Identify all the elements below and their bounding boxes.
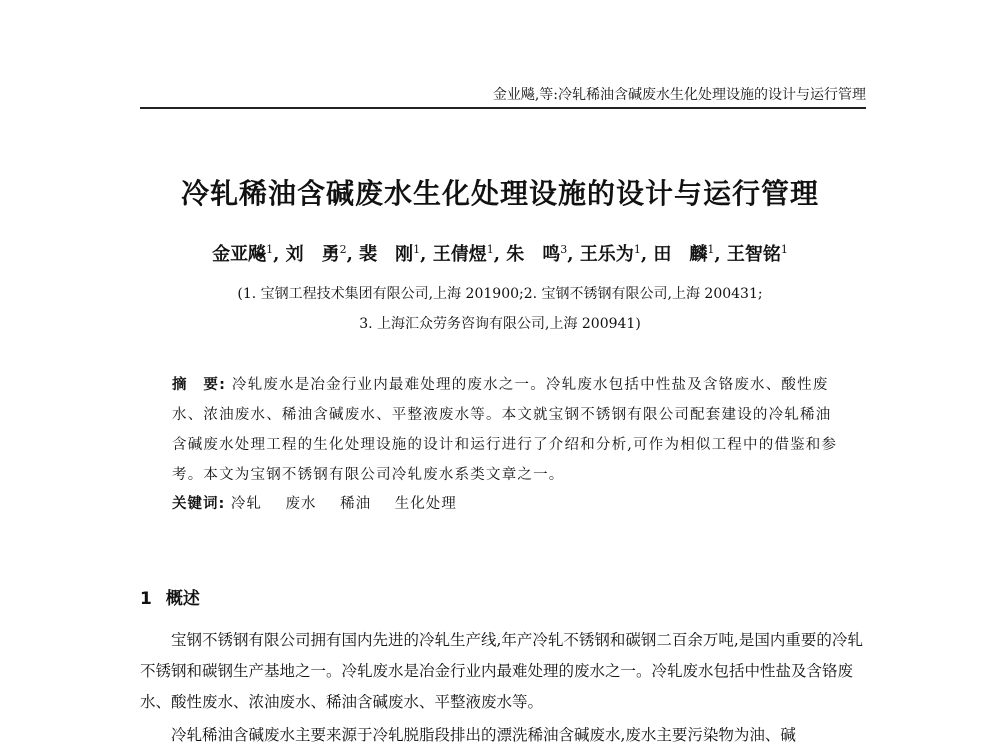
- author-name: 王倩煜: [432, 244, 487, 265]
- keyword: 冷轧: [230, 496, 262, 512]
- author-affil-mark: 3: [560, 243, 568, 256]
- author-affil-mark: 1: [413, 243, 421, 256]
- abstract-text: 冷轧废水是冶金行业内最难处理的废水之一。冷轧废水包括中性盐及含铬废水、酸性废水、浓油废水、稀油含碱废水、平整液废水等。本文就宝钢不锈钢有限公司配套建设的冷轧稀油含碱废水处理工程的生化处理设施的设计和运行进行了介绍和分析,可作为相似工程中的借鉴和参考。本文为宝钢不锈钢有限公司冷轧废水系类文章之一。: [172, 377, 838, 483]
- keyword: 稀油: [340, 496, 372, 512]
- keywords: [172, 492, 842, 513]
- affiliation-line-2: 3. 上海汇众劳务咨询有限公司,上海 200941): [359, 316, 641, 332]
- header-rule: [140, 107, 866, 109]
- author-name: 朱 鸣: [506, 244, 561, 265]
- author-name: 金亚飚: [212, 244, 267, 265]
- keywords-label: 关键词:: [172, 496, 226, 512]
- section-heading: [140, 584, 200, 609]
- author-affil-mark: 1: [266, 243, 274, 256]
- author-name: 王智铭: [726, 244, 781, 265]
- section-number: 1: [140, 589, 152, 609]
- author-name: 刘 勇: [285, 244, 340, 265]
- keyword: 生化处理: [394, 496, 457, 512]
- author-affil-mark: 1: [486, 243, 494, 256]
- author-affil-mark: 2: [339, 243, 347, 256]
- paper-title: 冷轧稀油含碱废水生化处理设施的设计与运行管理: [180, 177, 819, 210]
- author-affil-mark: 1: [707, 243, 715, 256]
- author-list: 金亚飚$^1$, 刘 勇$^2$, 裴 刚$^1$, 王倩煜$^1$, 朱 鸣$^3$, 王乐为$^1$, 田 麟$^1$, 王智铭$^1$: [212, 243, 788, 265]
- section-title: 概述: [165, 589, 200, 609]
- running-head: 金业飚,等:冷轧稀油含碱废水生化处理设施的设计与运行管理: [492, 87, 866, 103]
- abstract-label: 摘 要:: [172, 377, 227, 393]
- author-affil-mark: 1: [780, 243, 788, 256]
- keyword: 废水: [285, 496, 317, 512]
- author-name: 田 麟: [653, 244, 708, 265]
- body-paragraph: 宝钢不锈钢有限公司拥有国内先进的冷轧生产线,年产冷轧不锈钢和碳钢二百余万吨,是国内重要的冷轧不锈钢和碳钢生产基地之一。冷轧废水是冶金行业内最难处理的废水之一。冷轧废水包括中性盐及含铬废水、酸性废水、浓油废水、稀油含碱废水、平整液废水等。: [140, 631, 863, 711]
- affiliation-line-1: (1. 宝钢工程技术集团有限公司,上海 201900;2. 宝钢不锈钢有限公司,上海 200431;: [237, 286, 763, 302]
- abstract: [172, 370, 842, 490]
- author-name: 裴 刚: [359, 244, 414, 265]
- author-affil-mark: 1: [633, 243, 641, 256]
- body-partial-line: 冷轧稀油含碱废水主要来源于冷轧脱脂段排出的漂洗稀油含碱废水,废水主要污染物为油、碱: [171, 726, 796, 744]
- author-name: 王乐为: [579, 244, 634, 265]
